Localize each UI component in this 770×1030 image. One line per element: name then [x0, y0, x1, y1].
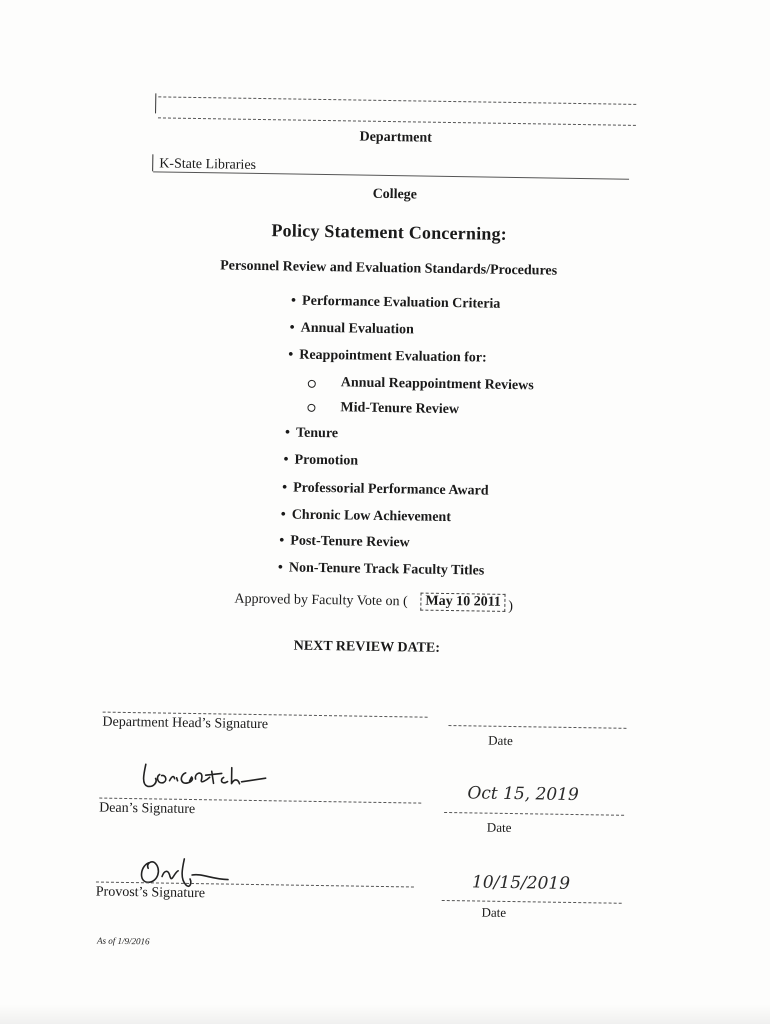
approved-by-label: Approved by Faculty Vote on (	[234, 591, 408, 610]
department-field-line	[158, 96, 636, 105]
dean-signature-caption: Dean’s Signature	[99, 800, 196, 818]
policy-title: Policy Statement Concerning:	[271, 220, 508, 244]
provost-date-value: 10/15/2019	[471, 872, 571, 894]
list-item-professorial-performance-award: • Professorial Performance Award	[282, 480, 489, 499]
dept-head-date-caption: Date	[488, 732, 513, 749]
list-item-tenure: • Tenure	[285, 425, 338, 442]
list-item-promotion: • Promotion	[283, 452, 358, 469]
provost-signature-caption: Provost’s Signature	[95, 884, 206, 902]
dean-date-value: Oct 15, 2019	[467, 783, 579, 806]
list-item-chronic-low-achievement: • Chronic Low Achievement	[281, 507, 451, 526]
sub-item-mid-tenure-review: Mid-Tenure Review	[340, 400, 460, 418]
list-item-reappointment-evaluation: • Reappointment Evaluation for:	[288, 347, 487, 366]
policy-subtitle: Personnel Review and Evaluation Standards/Procedures	[220, 258, 558, 279]
college-caption: College	[372, 186, 418, 203]
list-item-non-tenure-track-faculty-titles: • Non-Tenure Track Faculty Titles	[278, 560, 485, 579]
dean-date-caption: Date	[486, 819, 512, 836]
provost-date-line	[442, 900, 622, 904]
college-field-bracket	[152, 154, 156, 171]
dept-head-date-line	[448, 725, 626, 729]
college-value: K-State Libraries	[159, 156, 257, 173]
approval-date: May 10 2011	[420, 593, 506, 612]
sub-item-marker	[307, 404, 315, 412]
dean-date-line	[444, 812, 624, 816]
scan-edge-shadow	[0, 1004, 770, 1024]
approved-by-suffix: )	[508, 598, 514, 615]
sub-item-marker	[308, 380, 316, 388]
provost-date-caption: Date	[481, 904, 507, 920]
department-underline	[158, 117, 636, 126]
list-item-annual-evaluation: • Annual Evaluation	[290, 320, 414, 338]
next-review-date-label: NEXT REVIEW DATE:	[293, 638, 441, 656]
dean-signature	[133, 756, 274, 798]
college-field-line	[153, 171, 629, 179]
sub-item-annual-reappointment-reviews: Annual Reappointment Reviews	[340, 375, 534, 394]
list-item-performance-evaluation-criteria: • Performance Evaluation Criteria	[291, 294, 501, 313]
department-caption: Department	[359, 129, 432, 146]
dept-head-signature-caption: Department Head’s Signature	[102, 714, 269, 733]
list-item-post-tenure-review: • Post-Tenure Review	[279, 533, 410, 551]
as-of-date-note: As of 1/9/2016	[96, 935, 150, 947]
